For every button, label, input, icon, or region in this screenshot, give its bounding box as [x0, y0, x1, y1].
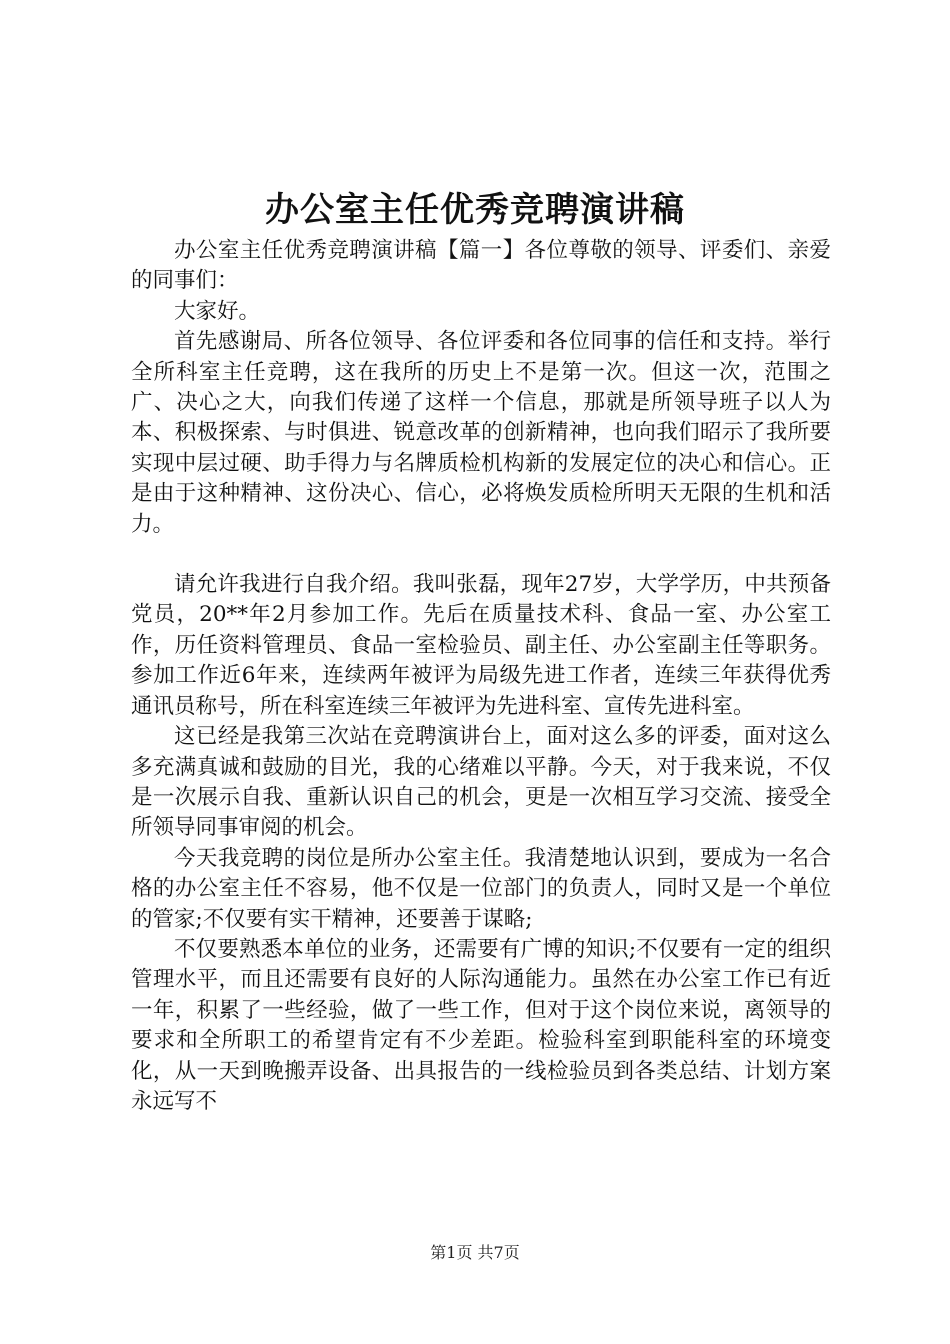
document-body — [131, 236, 831, 1117]
paragraph-self-intro: 请允许我进行自我介绍。我叫张磊，现年27岁，大学学历，中共预备党员，20**年2月参加工作。先后在质量技术科、食品一室、办公室工作，历任资料管理员、食品一室检验员、副主任、办公室副主任等职务。参加工作近6年来，连续两年被评为局级先进工作者，连续三年获得优秀通讯员称号，所在科室连续三年被评为先进科室、宣传先进科室。 — [131, 572, 831, 719]
paragraph-hello: 大家好。 — [174, 298, 261, 324]
paragraph-thanks: 首先感谢局、所各位领导、各位评委和各位同事的信任和支持。举行全所科室主任竞聘，这在我所的历史上不是第一次。但这一次，范围之广、决心之大，向我们传递了这样一个信息，那就是所领导班子以人为本、积极探索、与时俱进、锐意改革的创新精神，也向我们昭示了我所要实现中层过硬、助手得力与名牌质检机构新的发展定位的决心和信心。正是由于这种精神、这份决心、信心，必将焕发质检所明天无限的生机和活力。 — [131, 329, 831, 537]
paragraph-greeting: 办公室主任优秀竞聘演讲稿【篇一】各位尊敬的领导、评委们、亲爱的同事们： — [131, 238, 831, 294]
paragraph-third-time: 这已经是我第三次站在竞聘演讲台上，面对这么多的评委，面对这么多充满真诚和鼓励的目光，我的心绪难以平静。今天，对于我来说，不仅是一次展示自我、重新认识自己的机会，更是一次相互学习交流、接受全所领导同事审阅的机会。 — [131, 724, 831, 841]
paragraph-requirements: 不仅要熟悉本单位的业务，还需要有广博的知识;不仅要有一定的组织管理水平，而且还需要有良好的人际沟通能力。虽然在办公室工作已有近一年，积累了一些经验，做了一些工作，但对于这个岗位来说，离领导的要求和全所职工的希望肯定有不少差距。检验科室到职能科室的环境变化，从一天到晚搬弄设备、出具报告的一线检验员到各类总结、计划方案永远写不 — [131, 936, 831, 1114]
document-title: 办公室主任优秀竞聘演讲稿 — [265, 190, 685, 230]
page-number: 第1页 共7页 — [430, 1243, 520, 1262]
paragraph-position: 今天我竞聘的岗位是所办公室主任。我清楚地认识到，要成为一名合格的办公室主任不容易，他不仅是一位部门的负责人，同时又是一个单位的管家;不仅要有实干精神，还要善于谋略; — [131, 845, 831, 932]
